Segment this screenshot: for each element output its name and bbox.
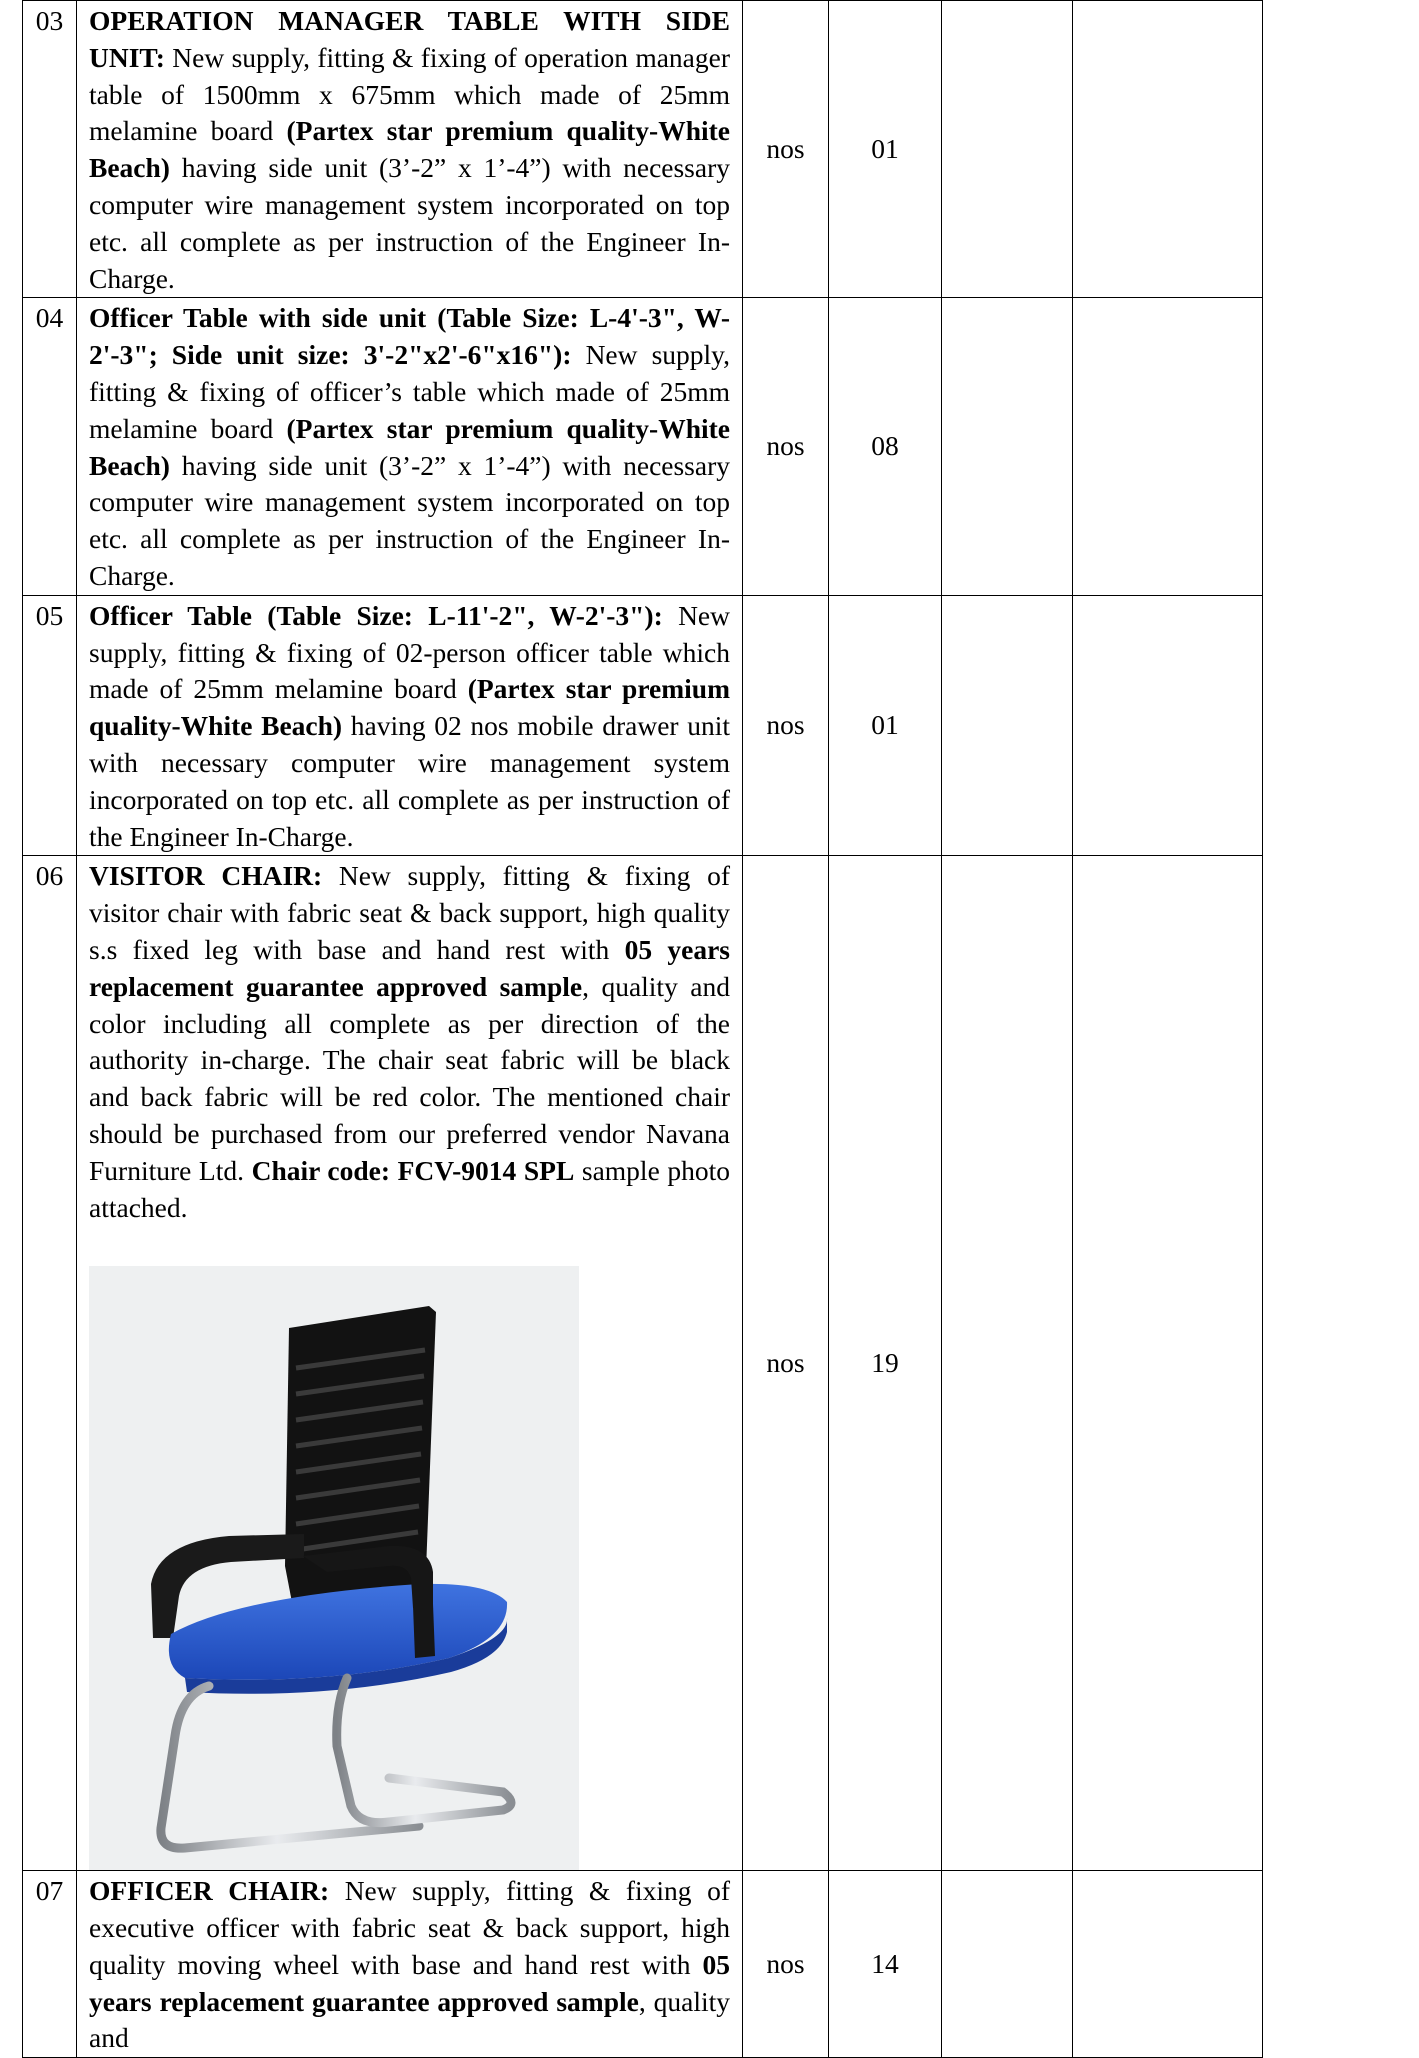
bold-text: (Partex star premium quality-White Beach)	[89, 115, 730, 184]
bold-text: VISITOR CHAIR:	[89, 860, 323, 892]
item-number: 04	[23, 298, 77, 595]
description-text: New supply, fitting & fixing of visitor chair with fabric seat & back support, high quality s.s fixed leg with base and hand rest with	[89, 860, 731, 965]
boq-row	[23, 1, 1263, 298]
boq-row	[23, 1871, 1263, 2058]
description-text: New supply, fitting & fixing of executive officer with fabric seat & back support, high quality moving wheel with base and hand rest with	[89, 1875, 730, 1980]
item-number: 06	[23, 856, 77, 1871]
boq-row	[23, 595, 1263, 856]
visitor-chair-image	[89, 1266, 579, 1870]
item-number: 05	[23, 595, 77, 856]
item-unit: nos	[743, 595, 829, 856]
boq-row	[23, 298, 1263, 595]
description-text: New supply, fitting & fixing of 02-person officer table which made of 25mm melamine board	[89, 599, 730, 705]
item-amount	[1073, 1, 1263, 298]
item-unit: nos	[743, 1, 829, 298]
bold-text: 05 years replacement guarantee approved sample	[89, 1948, 730, 2017]
item-rate	[942, 298, 1073, 595]
description-text: sample photo attached.	[89, 1154, 731, 1223]
bold-text: (Partex star premium quality-White Beach)	[89, 412, 730, 481]
boq-row	[23, 856, 1263, 1871]
description-text: , quality and color including all complete as per direction of the authority in-charge. The chair seat fabric will be black and back fabric will be red color. The mentioned chair should be purchased from our preferred vendor Navana Furniture Ltd.	[89, 970, 730, 1186]
description-text: New supply, fitting & fixing of operation manager table of 1500mm x 675mm which made of 25mm melamine board	[89, 41, 730, 147]
description-text: having 02 nos mobile drawer unit with necessary computer wire management system incorporated on top etc. all complete as per instruction of the Engineer In-Charge.	[89, 710, 730, 852]
description-text: having side unit (3’-2” x 1’-4”) with necessary computer wire management system incorporated on top etc. all complete as per instruction of the Engineer In-Charge.	[89, 152, 730, 294]
item-description	[77, 595, 743, 856]
item-number: 07	[23, 1871, 77, 2058]
item-unit: nos	[743, 298, 829, 595]
item-amount	[1073, 1871, 1263, 2058]
description-text: New supply, fitting & fixing of officer’s table which made of 25mm melamine board	[89, 339, 730, 444]
item-description	[77, 856, 743, 1871]
description-text: having side unit (3’-2” x 1’-4”) with necessary computer wire management system incorporated on top etc. all complete as per instruction of the Engineer In-Charge.	[89, 449, 730, 591]
item-unit: nos	[743, 856, 829, 1871]
bold-text: 05 years replacement guarantee approved sample	[89, 933, 730, 1002]
boq-table	[22, 0, 1263, 2058]
bold-text: Officer Table with side unit (Table Size: L-4'-3", W-2'-3"; Side unit size: 3'-2"x2'-6"x16"):	[89, 302, 730, 371]
item-amount	[1073, 856, 1263, 1871]
item-description	[77, 1, 743, 298]
item-rate	[942, 1, 1073, 298]
item-quantity: 19	[829, 856, 942, 1871]
item-quantity: 14	[829, 1871, 942, 2058]
item-number: 03	[23, 1, 77, 298]
item-rate	[942, 1871, 1073, 2058]
chair-sample-photo	[89, 1266, 579, 1870]
item-quantity: 08	[829, 298, 942, 595]
boq-table-body	[23, 1, 1263, 2058]
item-rate	[942, 595, 1073, 856]
item-description	[77, 1871, 743, 2058]
item-description	[77, 298, 743, 595]
item-unit: nos	[743, 1871, 829, 2058]
bold-text: Chair code: FCV-9014 SPL	[251, 1154, 575, 1186]
bold-text: OFFICER CHAIR:	[89, 1875, 330, 1907]
bold-text: (Partex star premium quality-White Beach)	[89, 673, 730, 742]
bold-text: Officer Table (Table Size: L-11'-2", W-2'-3"):	[89, 599, 663, 631]
item-amount	[1073, 595, 1263, 856]
item-rate	[942, 856, 1073, 1871]
item-quantity: 01	[829, 1, 942, 298]
bold-text: OPERATION MANAGER TABLE WITH SIDE UNIT:	[89, 5, 730, 73]
item-amount	[1073, 298, 1263, 595]
description-text: , quality and	[89, 1985, 730, 2054]
item-quantity: 01	[829, 595, 942, 856]
